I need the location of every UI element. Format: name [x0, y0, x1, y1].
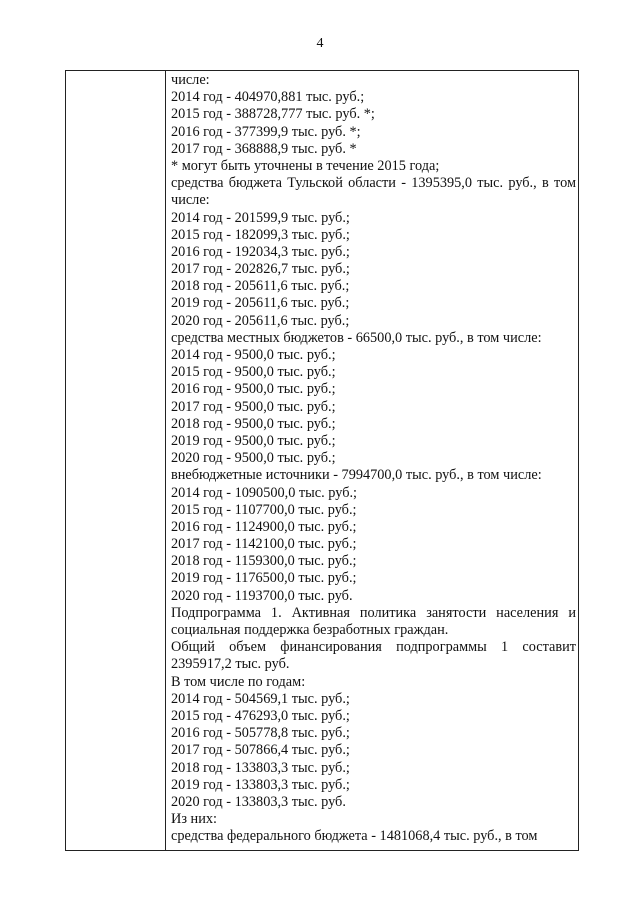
text-line: 2014 год - 404970,881 тыс. руб.;: [171, 89, 365, 106]
of-them-label: Из них:: [171, 811, 217, 828]
text-line: * могут быть уточнены в течение 2015 года;: [171, 157, 440, 174]
text-line: 2016 год - 377399,9 тыс. руб. *;: [171, 123, 361, 140]
year-line: 2014 год - 9500,0 тыс. руб.;: [171, 347, 336, 364]
year-line: 2017 год - 1142100,0 тыс. руб.;: [171, 536, 357, 553]
text-line: 2017 год - 368888,9 тыс. руб. *: [171, 140, 357, 157]
year-line: 2018 год - 205611,6 тыс. руб.;: [171, 278, 350, 295]
year-line: 2018 год - 9500,0 тыс. руб.;: [171, 415, 336, 432]
year-line: 2017 год - 507866,4 тыс. руб.;: [171, 742, 350, 759]
year-line: 2018 год - 1159300,0 тыс. руб.;: [171, 553, 357, 570]
table-cell-content: [171, 72, 576, 846]
page-number: 4: [316, 36, 324, 51]
year-line: 2015 год - 476293,0 тыс. руб.;: [171, 708, 350, 725]
by-years-label: В том числе по годам:: [171, 673, 306, 690]
local-budget-heading: средства местных бюджетов - 66500,0 тыс. руб., в том числе:: [171, 329, 542, 346]
year-line: 2015 год - 9500,0 тыс. руб.;: [171, 364, 336, 381]
year-line: 2020 год - 1193700,0 тыс. руб.: [171, 587, 353, 604]
year-line: 2020 год - 205611,6 тыс. руб.;: [171, 312, 350, 329]
year-line: 2017 год - 202826,7 тыс. руб.;: [171, 261, 350, 278]
year-line: 2019 год - 1176500,0 тыс. руб.;: [171, 570, 357, 587]
year-line: 2019 год - 133803,3 тыс. руб.;: [171, 776, 350, 793]
year-line: 2016 год - 9500,0 тыс. руб.;: [171, 381, 336, 398]
year-line: 2014 год - 1090500,0 тыс. руб.;: [171, 484, 358, 501]
year-line: 2018 год - 133803,3 тыс. руб.;: [171, 759, 350, 776]
year-line: 2017 год - 9500,0 тыс. руб.;: [171, 398, 336, 415]
year-line: 2020 год - 9500,0 тыс. руб.;: [171, 450, 336, 467]
tula-budget-heading: средства бюджета Тульской области - 1395395,0 тыс. руб., в том числе:: [171, 175, 576, 209]
column-divider: [165, 70, 166, 851]
year-line: 2014 год - 504569,1 тыс. руб.;: [171, 690, 350, 707]
subprogram-title: Подпрограмма 1. Активная политика занятости населения и социальная поддержка безработных граждан.: [171, 604, 576, 639]
year-line: 2015 год - 1107700,0 тыс. руб.;: [171, 501, 357, 518]
extrabudgetary-heading: внебюджетные источники - 7994700,0 тыс. руб., в том числе:: [171, 467, 542, 484]
federal-budget-line: средства федерального бюджета - 1481068,4 тыс. руб., в том: [171, 828, 538, 845]
text-line: 2015 год - 388728,777 тыс. руб. *;: [171, 106, 375, 123]
year-line: 2016 год - 192034,3 тыс. руб.;: [171, 243, 350, 260]
year-line: 2019 год - 205611,6 тыс. руб.;: [171, 295, 350, 312]
year-line: 2016 год - 505778,8 тыс. руб.;: [171, 725, 350, 742]
year-line: 2014 год - 201599,9 тыс. руб.;: [171, 209, 350, 226]
year-line: 2015 год - 182099,3 тыс. руб.;: [171, 226, 350, 243]
year-line: 2020 год - 133803,3 тыс. руб.: [171, 793, 346, 810]
subprogram-total: Общий объем финансирования подпрограммы 1 составит 2395917,2 тыс. руб.: [171, 639, 576, 673]
text-line: числе:: [171, 72, 210, 88]
year-line: 2019 год - 9500,0 тыс. руб.;: [171, 432, 336, 449]
year-line: 2016 год - 1124900,0 тыс. руб.;: [171, 518, 357, 535]
